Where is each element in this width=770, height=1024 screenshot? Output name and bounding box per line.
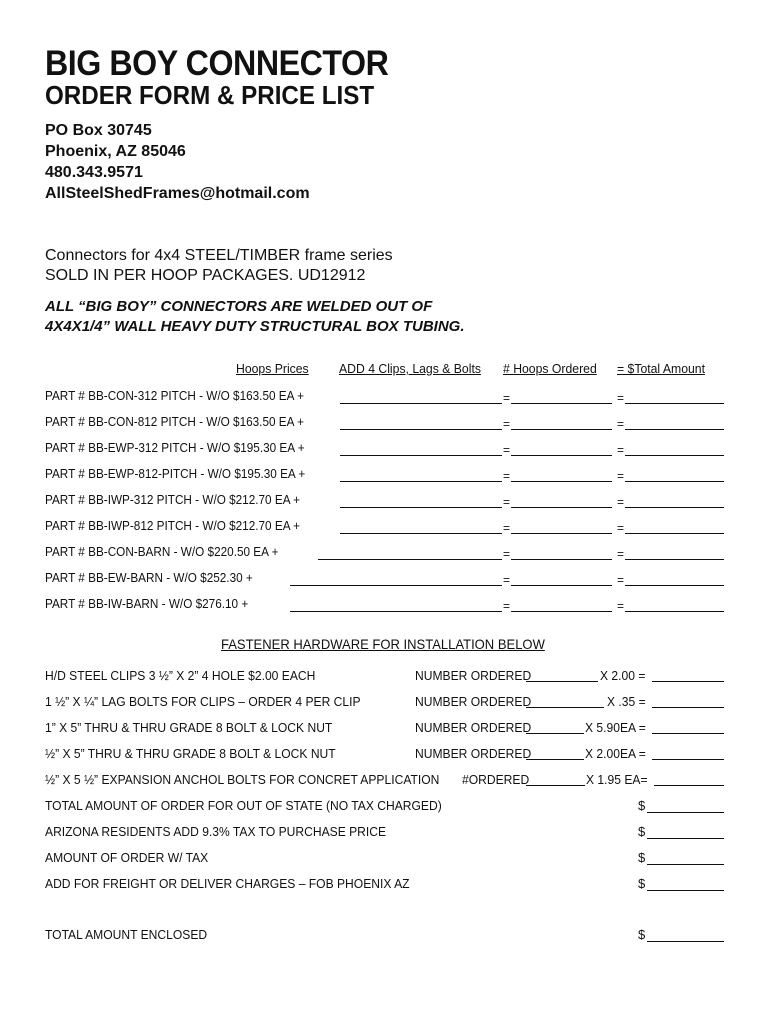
total-amount-field[interactable] <box>625 533 724 534</box>
equals-sign: = <box>503 417 511 431</box>
equals-sign: = <box>503 521 511 535</box>
equals-sign: = <box>617 599 625 613</box>
fastener-heading: FASTENER HARDWARE FOR INSTALLATION BELOW <box>221 636 545 652</box>
number-ordered-label: NUMBER ORDERED <box>415 746 532 761</box>
total-row-label: AMOUNT OF ORDER W/ TAX <box>45 850 209 865</box>
part-row-label: PART # BB-EWP-312 PITCH - W/O $195.30 EA + <box>45 441 305 455</box>
form-title: BIG BOY CONNECTOR <box>45 44 389 83</box>
hoops-ordered-field[interactable] <box>511 507 612 508</box>
add-clips-field[interactable] <box>340 481 502 482</box>
hoops-ordered-field[interactable] <box>511 403 612 404</box>
total-amount-field[interactable] <box>625 559 724 560</box>
part-row-label: PART # BB-EW-BARN - W/O $252.30 + <box>45 571 253 585</box>
fastener-amount-field[interactable] <box>652 707 724 708</box>
fastener-amount-field[interactable] <box>652 733 724 734</box>
total-amount-field[interactable] <box>625 429 724 430</box>
add-clips-field[interactable] <box>290 611 502 612</box>
email-address: AllSteelShedFrames@hotmail.com <box>45 185 310 202</box>
equals-sign: = <box>617 521 625 535</box>
number-ordered-label: NUMBER ORDERED <box>415 720 532 735</box>
add-clips-field[interactable] <box>340 429 502 430</box>
emphasis-line-2: 4X4X1/4” WALL HEAVY DUTY STRUCTURAL BOX TUBING. <box>45 318 465 335</box>
add-clips-field[interactable] <box>340 533 502 534</box>
unit-price-multiplier: X .35 = <box>607 694 646 709</box>
part-row-label: PART # BB-CON-312 PITCH - W/O $163.50 EA + <box>45 389 304 403</box>
total-amount-input[interactable] <box>647 890 724 891</box>
add-clips-field[interactable] <box>290 585 502 586</box>
col-header-add-clips: ADD 4 Clips, Lags & Bolts <box>339 361 481 376</box>
part-row-label: PART # BB-CON-BARN - W/O $220.50 EA + <box>45 545 279 559</box>
equals-sign: = <box>503 391 511 405</box>
total-enclosed-label: TOTAL AMOUNT ENCLOSED <box>45 927 208 942</box>
part-row-label: PART # BB-EWP-812-PITCH - W/O $195.30 EA + <box>45 467 306 481</box>
number-ordered-field[interactable] <box>526 681 598 682</box>
part-row-label: PART # BB-CON-812 PITCH - W/O $163.50 EA + <box>45 415 304 429</box>
number-ordered-field[interactable] <box>526 785 585 786</box>
total-amount-input[interactable] <box>647 838 724 839</box>
equals-sign: = <box>617 573 625 587</box>
fastener-amount-field[interactable] <box>654 785 724 786</box>
number-ordered-label: NUMBER ORDERED <box>415 668 532 683</box>
total-amount-input[interactable] <box>647 864 724 865</box>
unit-price-multiplier: X 2.00EA = <box>585 746 646 761</box>
fastener-amount-field[interactable] <box>652 759 724 760</box>
hoops-ordered-field[interactable] <box>511 455 612 456</box>
total-amount-field[interactable] <box>625 611 724 612</box>
dollar-sign: $ <box>638 850 646 865</box>
equals-sign: = <box>617 391 625 405</box>
dollar-sign: $ <box>638 798 646 813</box>
number-ordered-field[interactable] <box>526 759 584 760</box>
add-clips-field[interactable] <box>340 403 502 404</box>
total-amount-field[interactable] <box>625 403 724 404</box>
equals-sign: = <box>503 573 511 587</box>
add-clips-field[interactable] <box>340 455 502 456</box>
total-row-label: ADD FOR FREIGHT OR DELIVER CHARGES – FOB PHOENIX AZ <box>45 876 410 891</box>
equals-sign: = <box>503 469 511 483</box>
emphasis-line-1: ALL “BIG BOY” CONNECTORS ARE WELDED OUT OF <box>45 298 433 315</box>
col-header-hoops-ordered: # Hoops Ordered <box>503 361 597 376</box>
add-clips-field[interactable] <box>340 507 502 508</box>
number-ordered-field[interactable] <box>526 707 604 708</box>
phone-number: 480.343.9571 <box>45 164 143 181</box>
hoops-ordered-field[interactable] <box>511 533 612 534</box>
dollar-sign: $ <box>638 927 646 942</box>
address-po-box: PO Box 30745 <box>45 122 152 139</box>
dollar-sign: $ <box>638 876 646 891</box>
equals-sign: = <box>503 599 511 613</box>
fastener-description: 1 ½” X ¼” LAG BOLTS FOR CLIPS – ORDER 4 PER CLIP <box>45 694 361 709</box>
col-header-hoops-prices: Hoops Prices <box>236 361 309 376</box>
dollar-sign: $ <box>638 824 646 839</box>
equals-sign: = <box>617 443 625 457</box>
total-enclosed-input[interactable] <box>647 941 724 942</box>
total-row-label: ARIZONA RESIDENTS ADD 9.3% TAX TO PURCHASE PRICE <box>45 824 387 839</box>
fastener-description: ½” X 5 ½” EXPANSION ANCHOL BOLTS FOR CONCRET APPLICATION <box>45 772 440 787</box>
part-row-label: PART # BB-IW-BARN - W/O $276.10 + <box>45 597 249 611</box>
fastener-amount-field[interactable] <box>652 681 724 682</box>
hoops-ordered-field[interactable] <box>511 585 612 586</box>
fastener-description: 1” X 5” THRU & THRU GRADE 8 BOLT & LOCK NUT <box>45 720 333 735</box>
equals-sign: = <box>617 417 625 431</box>
part-row-label: PART # BB-IWP-812 PITCH - W/O $212.70 EA + <box>45 519 301 533</box>
number-ordered-field[interactable] <box>526 733 584 734</box>
total-amount-field[interactable] <box>625 481 724 482</box>
total-amount-field[interactable] <box>625 507 724 508</box>
unit-price-multiplier: X 1.95 EA= <box>586 772 648 787</box>
number-ordered-label: #ORDERED <box>462 772 530 787</box>
total-row-label: TOTAL AMOUNT OF ORDER FOR OUT OF STATE (NO TAX CHARGED) <box>45 798 442 813</box>
address-city: Phoenix, AZ 85046 <box>45 143 186 160</box>
intro-line-1: Connectors for 4x4 STEEL/TIMBER frame series <box>45 247 393 264</box>
equals-sign: = <box>503 547 511 561</box>
equals-sign: = <box>617 469 625 483</box>
unit-price-multiplier: X 5.90EA = <box>585 720 646 735</box>
number-ordered-label: NUMBER ORDERED <box>415 694 532 709</box>
hoops-ordered-field[interactable] <box>511 559 612 560</box>
col-header-total-amount: = $Total Amount <box>617 361 705 376</box>
hoops-ordered-field[interactable] <box>511 429 612 430</box>
total-amount-field[interactable] <box>625 455 724 456</box>
equals-sign: = <box>503 443 511 457</box>
equals-sign: = <box>617 547 625 561</box>
part-row-label: PART # BB-IWP-312 PITCH - W/O $212.70 EA + <box>45 493 301 507</box>
fastener-description: ½” X 5” THRU & THRU GRADE 8 BOLT & LOCK NUT <box>45 746 336 761</box>
total-amount-field[interactable] <box>625 585 724 586</box>
intro-line-2: SOLD IN PER HOOP PACKAGES. UD12912 <box>45 267 366 284</box>
hoops-ordered-field[interactable] <box>511 611 612 612</box>
equals-sign: = <box>503 495 511 509</box>
form-subtitle: ORDER FORM & PRICE LIST <box>45 80 375 110</box>
fastener-description: H/D STEEL CLIPS 3 ½” X 2” 4 HOLE $2.00 EACH <box>45 668 316 683</box>
add-clips-field[interactable] <box>318 559 502 560</box>
equals-sign: = <box>617 495 625 509</box>
total-amount-input[interactable] <box>647 812 724 813</box>
hoops-ordered-field[interactable] <box>511 481 612 482</box>
unit-price-multiplier: X 2.00 = <box>600 668 646 683</box>
